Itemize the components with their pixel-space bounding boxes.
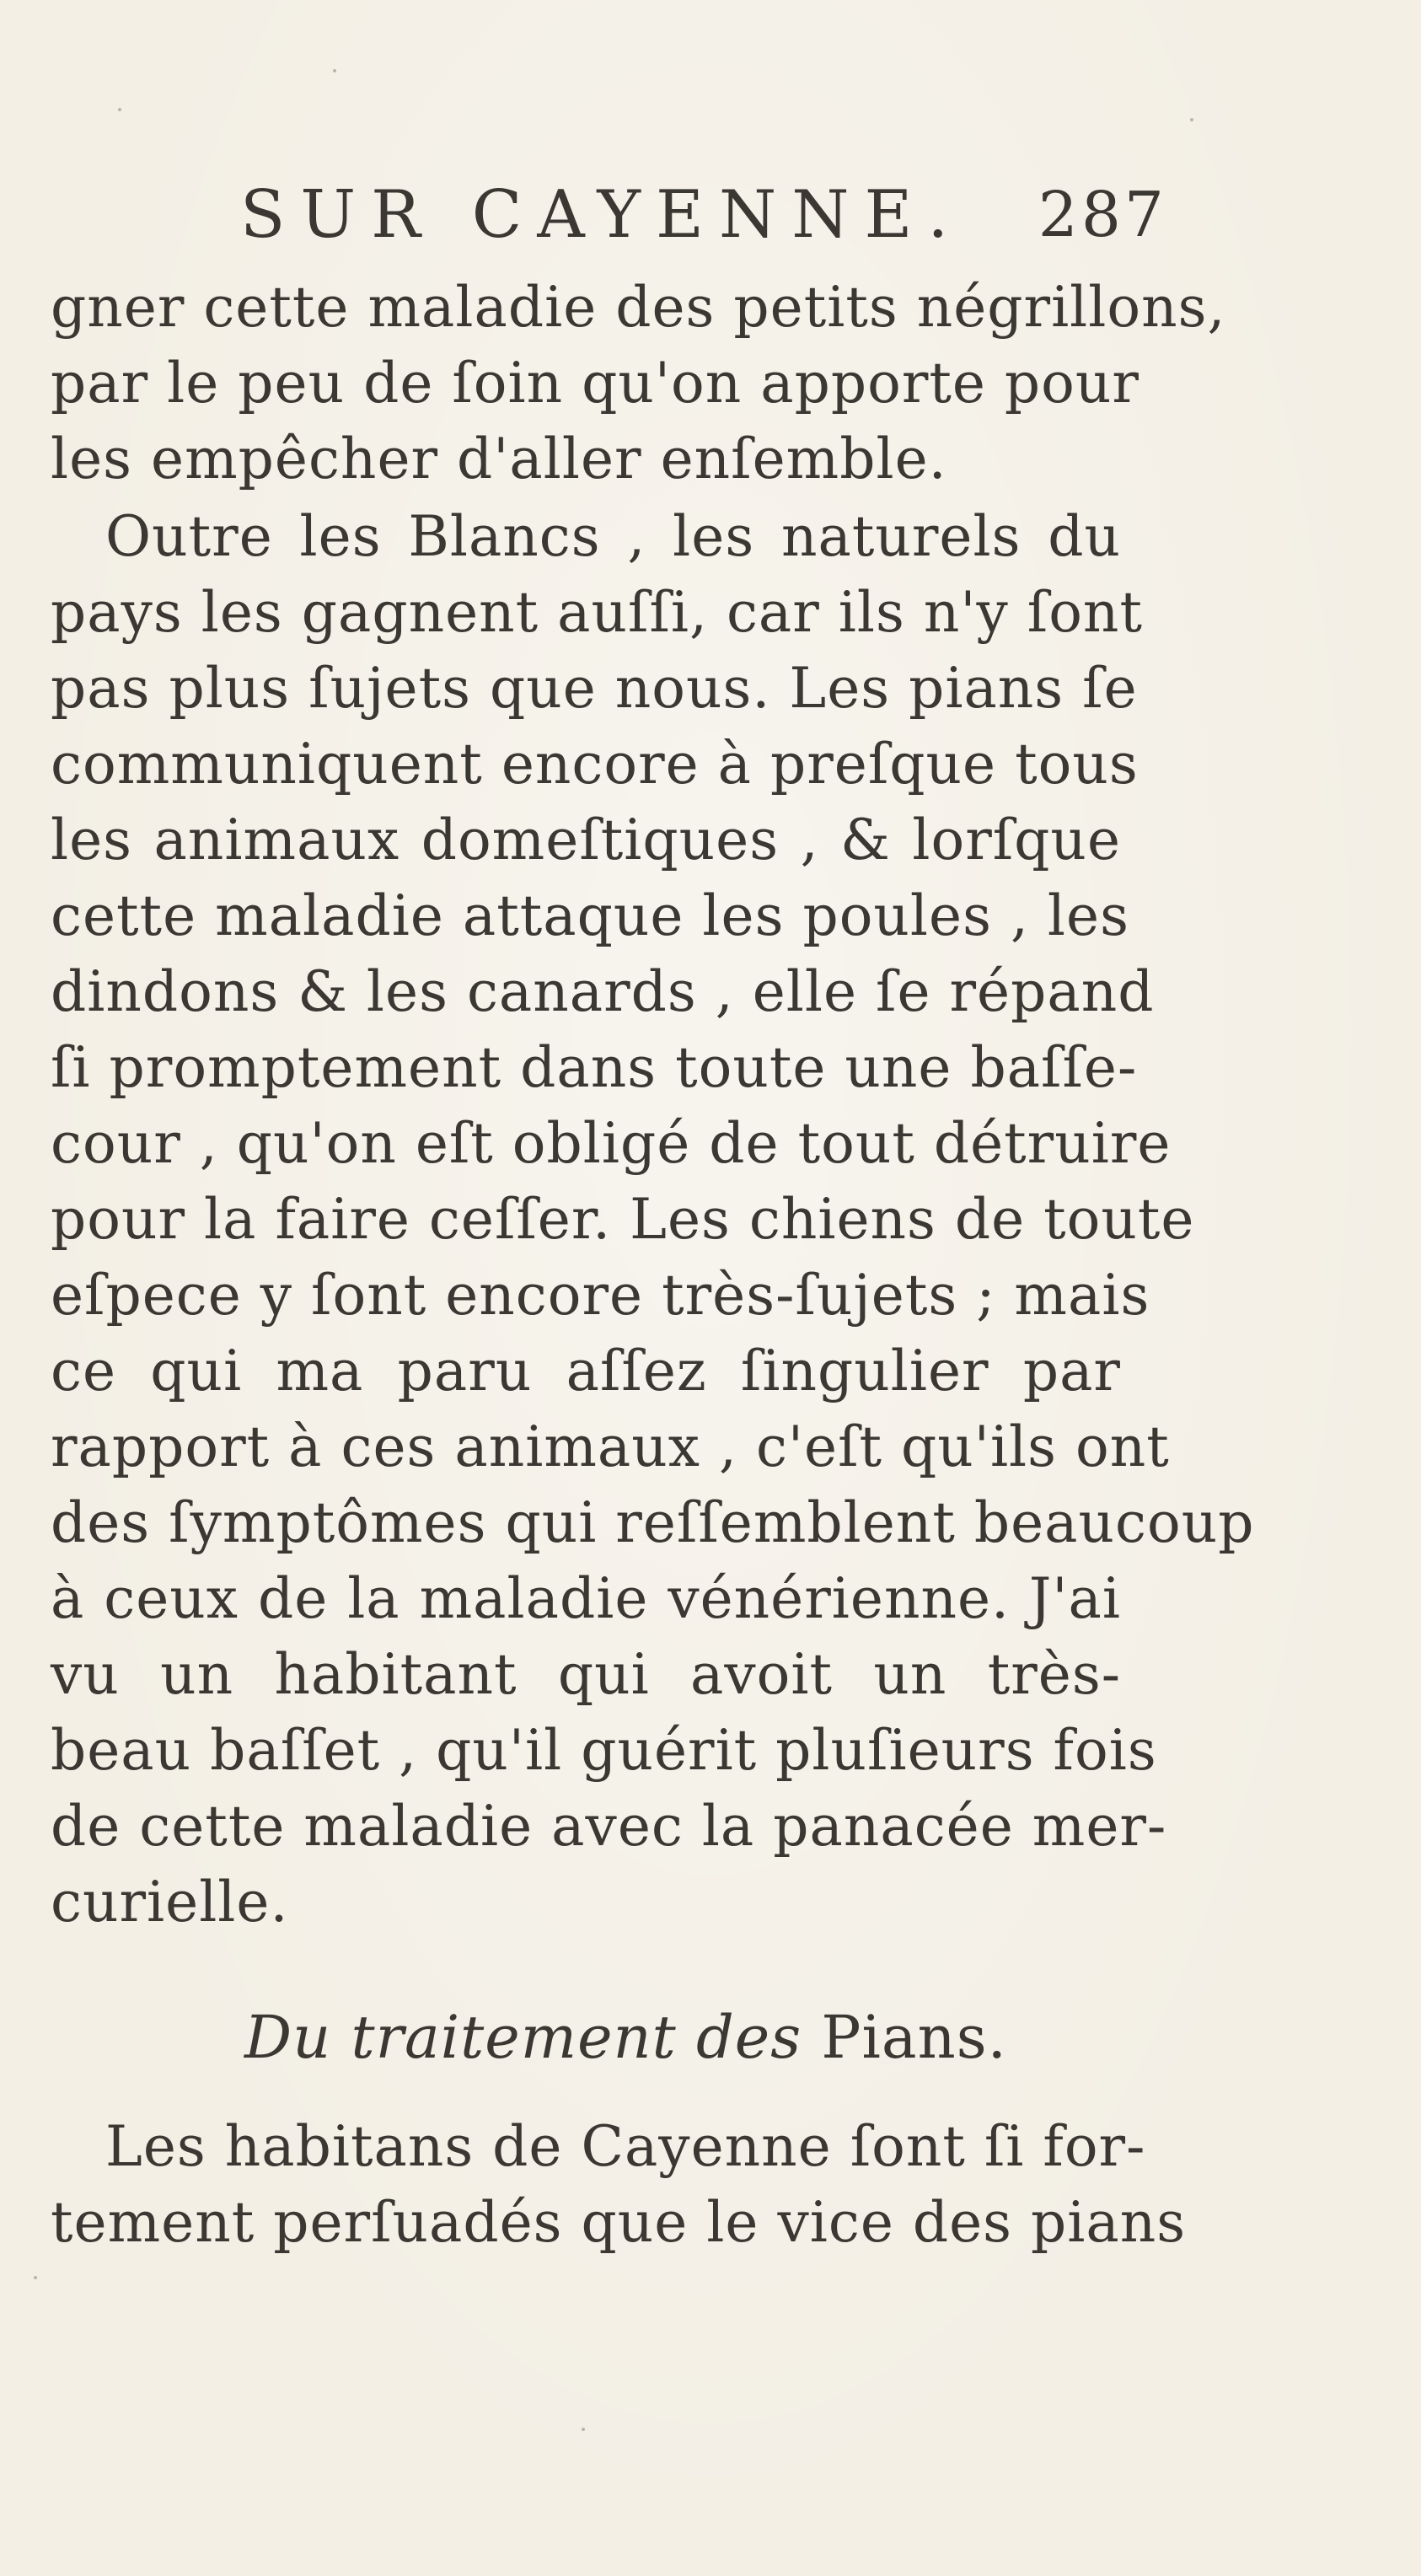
text-line: dindons & les canards , elle ſe répand	[51, 959, 1155, 1024]
running-title: SUR CAYENNE.	[240, 177, 964, 253]
text-line: par le peu de ſoin qu'on apporte pour	[51, 351, 1139, 416]
section-heading	[244, 1999, 1007, 2075]
text-line: les empêcher d'aller enſemble.	[51, 427, 947, 491]
text-line: pas plus ſujets que nous. Les pians ſe	[51, 656, 1138, 721]
paper-speck	[34, 2276, 37, 2279]
section-heading-roman: Pians.	[821, 2003, 1007, 2072]
page-number: 287	[1038, 179, 1167, 251]
text-line: des ſymptômes qui reſſemblent beaucoup	[51, 1490, 1255, 1555]
text-line: curielle.	[51, 1870, 289, 1935]
text-line: Les habitans de Cayenne ſont ſi for-	[105, 2114, 1146, 2179]
paper-speck	[118, 108, 121, 111]
text-line: pour la faire ceſſer. Les chiens de toute	[51, 1187, 1195, 1252]
text-line: gner cette maladie des petits négrillons,	[51, 275, 1226, 340]
text-line: les animaux domeſtiques , & lorſque	[51, 808, 1121, 872]
text-line: eſpece y ſont encore très-ſujets ; mais	[51, 1263, 1150, 1328]
paper-speck	[1190, 118, 1193, 121]
text-line: cette maladie attaque les poules , les	[51, 883, 1129, 948]
text-line: communiquent encore à preſque tous	[51, 732, 1139, 797]
text-line: beau baſſet , qu'il guérit pluſieurs fois	[51, 1718, 1157, 1783]
text-line: Outre les Blancs , les naturels du	[105, 504, 1121, 569]
page-header	[240, 169, 1167, 261]
paper-speck	[333, 69, 336, 72]
text-line: ce qui ma paru aſſez ſingulier par	[51, 1339, 1121, 1403]
section-heading-italic: Du traitement des	[244, 2003, 802, 2072]
text-line: tement perſuadés que le vice des pians	[51, 2190, 1187, 2255]
text-line: à ceux de la maladie vénérienne. J'ai	[51, 1566, 1121, 1631]
text-line: cour , qu'on eſt obligé de tout détruire	[51, 1111, 1172, 1176]
text-line: vu un habitant qui avoit un très-	[51, 1642, 1121, 1707]
text-line: rapport à ces animaux , c'eſt qu'ils ont	[51, 1414, 1170, 1479]
text-line: ſi promptement dans toute une baſſe-	[51, 1035, 1138, 1100]
text-line: pays les gagnent auſſi, car ils n'y ſont	[51, 580, 1143, 645]
text-line: de cette maladie avec la panacée mer-	[51, 1794, 1167, 1859]
paper-speck	[582, 2428, 585, 2431]
